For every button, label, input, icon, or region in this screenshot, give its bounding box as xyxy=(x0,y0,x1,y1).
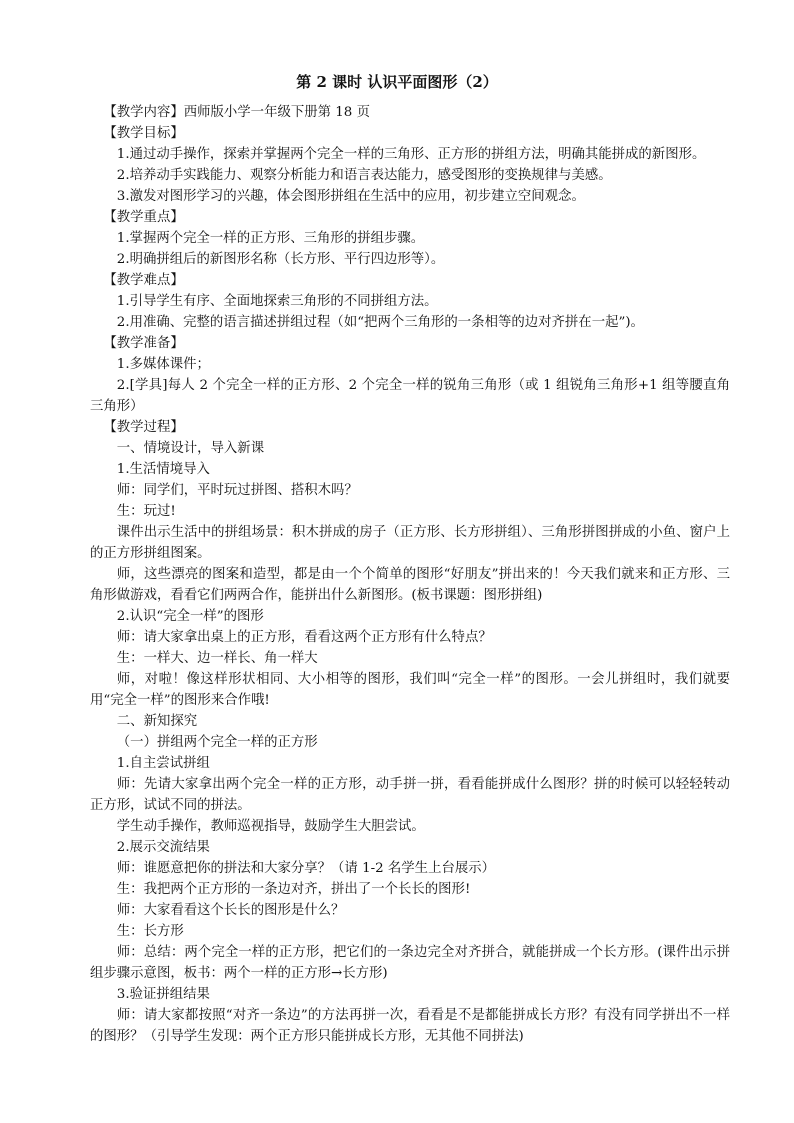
paragraph: 生：我把两个正方形的一条边对齐，拼出了一个长长的图形! xyxy=(116,882,471,897)
paragraph: 1.自主尝试拼组 xyxy=(116,756,210,771)
paragraph: 1.通过动手操作，探索并掌握两个完全一样的三角形、正方形的拼组方法，明确其能拼成的新图形。 xyxy=(116,147,706,162)
paragraph: 师：先请大家拿出两个完全一样的正方形，动手拼一拼，看看能拼成什么图形？拼的时候可以轻轻转动正方形，试试不同的拼法。 xyxy=(90,777,730,813)
paragraph: 一、情境设计，导入新课 xyxy=(116,441,265,456)
paragraph: 学生动手操作，教师巡视指导，鼓励学生大胆尝试。 xyxy=(116,819,425,834)
paragraph: 3.验证拼组结果 xyxy=(116,987,210,1002)
section-heading: 【教学重点】 xyxy=(103,210,184,225)
paragraph: 1.引导学生有序、全面地探索三角形的不同拼组方法。 xyxy=(116,294,438,309)
paragraph: 1.多媒体课件； xyxy=(116,357,210,372)
paragraph: 2.培养动手实践能力、观察分析能力和语言表达能力，感受图形的变换规律与美感。 xyxy=(116,168,612,183)
paragraph: 3.激发对图形学习的兴趣，体会图形拼组在生活中的应用，初步建立空间观念。 xyxy=(116,189,585,204)
section-heading: 【教学准备】 xyxy=(103,336,184,351)
page-title: 第 2 课时 认识平面图形（2） xyxy=(296,73,498,91)
paragraph: 师：请大家都按照“对齐一条边”的方法再拼一次，看看是不是都能拼成长方形？有没有同学拼出不一样的图形？（引导学生发现：两个正方形只能拼成长方形，无其他不同拼法) xyxy=(90,1008,730,1044)
paragraph: 师：大家看看这个长长的图形是什么？ xyxy=(116,903,345,918)
paragraph: 师，这些漂亮的图案和造型，都是由一个个简单的图形“好朋友”拼出来的！今天我们就来和正方形、三角形做游戏，看看它们两两合作，能拼出什么新图形。(板书课题：图形拼组) xyxy=(90,567,730,603)
paragraph: 2.用准确、完整的语言描述拼组过程（如“把两个三角形的一条相等的边对齐拼在一起”)。 xyxy=(116,315,644,330)
paragraph: 师，对啦！像这样形状相同、大小相等的图形，我们叫“完全一样”的图形。一会儿拼组时，我们就要用“完全一样”的图形来合作哦! xyxy=(90,672,730,708)
document-body xyxy=(90,102,730,1047)
paragraph: 2.[学具]每人 2 个完全一样的正方形、2 个完全一样的锐角三角形（或 1 组锐角三角形+1 组等腰直角三角形） xyxy=(90,378,730,414)
paragraph: 生：玩过! xyxy=(116,504,176,519)
paragraph: 师：同学们，平时玩过拼图、搭积木吗？ xyxy=(116,483,358,498)
paragraph: 2.展示交流结果 xyxy=(116,840,210,855)
section-heading: 【教学内容】西师版小学一年级下册第 18 页 xyxy=(103,105,370,120)
paragraph: 课件出示生活中的拼组场景：积木拼成的房子（正方形、长方形拼组）、三角形拼图拼成的小鱼、窗户上的正方形拼组图案。 xyxy=(90,525,730,561)
section-heading: 【教学目标】 xyxy=(103,126,184,141)
paragraph: 生：一样大、边一样长、角一样大 xyxy=(116,651,318,666)
paragraph: 生：长方形 xyxy=(116,924,184,939)
paragraph: 二、新知探究 xyxy=(116,714,198,729)
paragraph: 师：请大家拿出桌上的正方形，看看这两个正方形有什么特点？ xyxy=(116,630,492,645)
section-heading: 【教学过程】 xyxy=(103,420,184,435)
paragraph: 1.生活情境导入 xyxy=(116,462,210,477)
paragraph: 1.掌握两个完全一样的正方形、三角形的拼组步骤。 xyxy=(116,231,425,246)
paragraph: （一）拼组两个完全一样的正方形 xyxy=(116,735,318,750)
paragraph: 师：谁愿意把你的拼法和大家分享？（请 1-2 名学生上台展示） xyxy=(116,861,496,876)
paragraph: 师：总结：两个完全一样的正方形，把它们的一条边完全对齐拼合，就能拼成一个长方形。(课件出示拼组步骤示意图，板书：两个一样的正方形→长方形) xyxy=(90,945,730,981)
section-heading: 【教学难点】 xyxy=(103,273,184,288)
paragraph: 2.认识“完全一样”的图形 xyxy=(116,609,264,624)
paragraph: 2.明确拼组后的新图形名称（长方形、平行四边形等）。 xyxy=(116,252,445,267)
